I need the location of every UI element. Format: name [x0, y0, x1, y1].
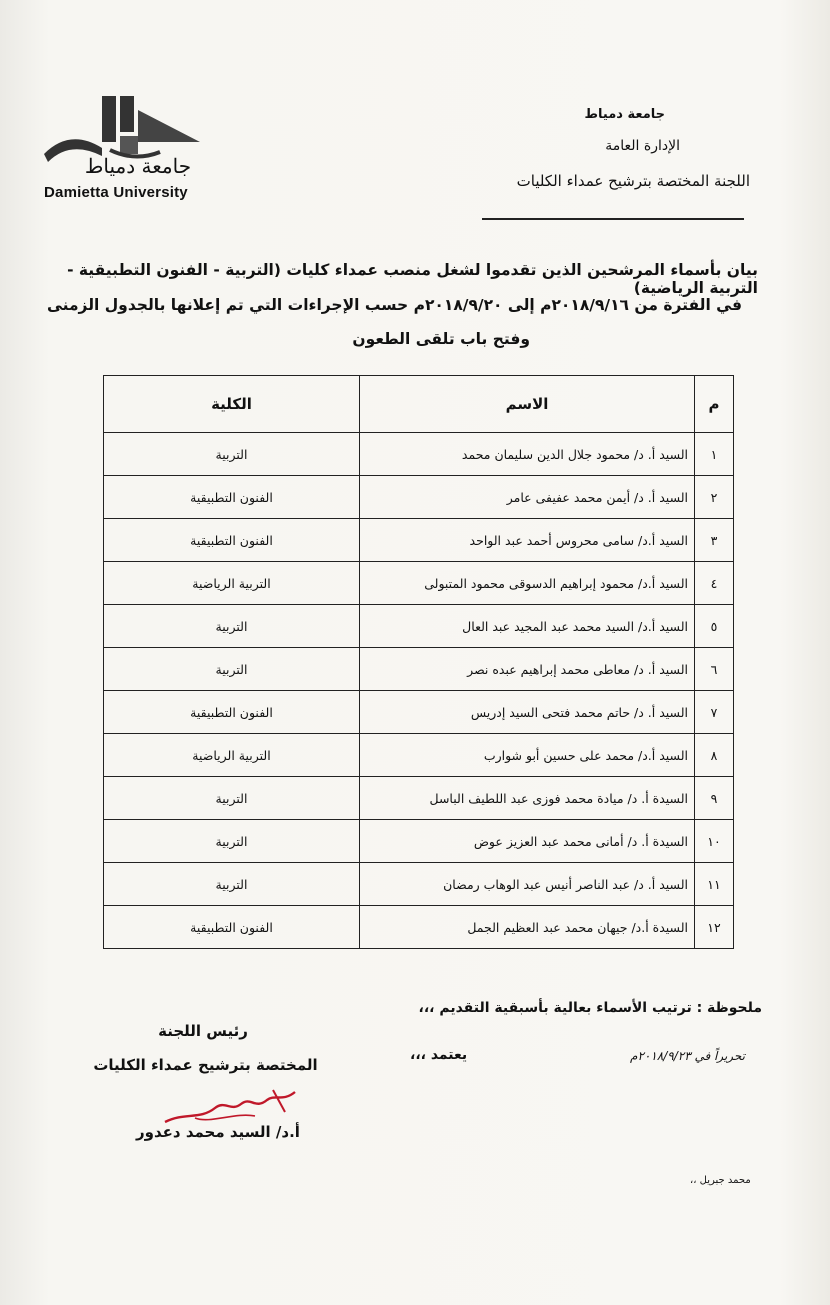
header-name: الاسم	[360, 376, 695, 433]
row-faculty: التربية	[104, 777, 360, 820]
row-faculty: التربية الرياضية	[104, 734, 360, 777]
header-num: م	[695, 376, 734, 433]
header-divider	[482, 218, 744, 220]
table-row	[104, 648, 734, 691]
row-num: ١٢	[695, 906, 734, 949]
chair-committee: المختصة بترشيح عمداء الكليات	[93, 1056, 318, 1074]
row-faculty: الفنون التطبيقية	[104, 691, 360, 734]
table-row	[104, 519, 734, 562]
row-num: ٨	[695, 734, 734, 777]
row-name: السيد أ. د/ معاطى محمد إبراهيم عبده نصر	[360, 648, 695, 691]
row-name: السيد أ. د/ عبد الناصر أنيس عبد الوهاب رمضان	[360, 863, 695, 906]
row-name: السيدة أ.د/ جيهان محمد عبد العظيم الجمل	[360, 906, 695, 949]
row-name: السيدة أ. د/ ميادة محمد فوزى عبد اللطيف الباسل	[360, 777, 695, 820]
approval-text: يعتمد ،،،	[410, 1047, 468, 1063]
chair-title: رئيس اللجنة	[158, 1022, 248, 1040]
typist-name: محمد جبريل ،،	[690, 1175, 751, 1186]
row-faculty: الفنون التطبيقية	[104, 476, 360, 519]
row-num: ٥	[695, 605, 734, 648]
logo-english-text: Damietta University	[44, 184, 188, 201]
row-num: ٤	[695, 562, 734, 605]
table-row	[104, 777, 734, 820]
table-row	[104, 906, 734, 949]
row-faculty: التربية	[104, 605, 360, 648]
row-num: ١	[695, 433, 734, 476]
header-university: جامعة دمياط	[584, 107, 665, 122]
row-faculty: التربية	[104, 433, 360, 476]
header-department: الإدارة العامة	[605, 138, 680, 154]
row-num: ١١	[695, 863, 734, 906]
document-title-line1: بيان بأسماء المرشحين الذين تقدموا لشغل منصب عمداء كليات (التربية - الفنون التطبيقية - التربية الرياضية)	[67, 261, 758, 297]
footer-note: ملحوظة : ترتيب الأسماء بعالية بأسبقية التقديم ،،،	[418, 1000, 762, 1016]
table-row	[104, 476, 734, 519]
row-name: السيد أ.د/ محمود إبراهيم الدسوقى محمود المتبولى	[360, 562, 695, 605]
row-name: السيد أ. د/ حاتم محمد فتحى السيد إدريس	[360, 691, 695, 734]
table-row	[104, 820, 734, 863]
header-committee: اللجنة المختصة بترشيح عمداء الكليات	[516, 172, 750, 190]
row-faculty: التربية	[104, 648, 360, 691]
table-header-row	[104, 376, 734, 433]
row-faculty: الفنون التطبيقية	[104, 906, 360, 949]
document-title-line3: وفتح باب تلقى الطعون	[352, 330, 530, 348]
row-faculty: التربية	[104, 863, 360, 906]
row-name: السيد أ.د/ محمد على حسين أبو شوارب	[360, 734, 695, 777]
row-num: ٧	[695, 691, 734, 734]
candidates-table	[103, 375, 734, 949]
row-num: ٦	[695, 648, 734, 691]
row-faculty: التربية الرياضية	[104, 562, 360, 605]
chair-name: أ.د/ السيد محمد دعدور	[136, 1123, 300, 1141]
table-row	[104, 433, 734, 476]
document-title-line2: في الفترة من ٢٠١٨/٩/١٦م إلى ٢٠١٨/٩/٢٠م حسب الإجراءات التي تم إعلانها بالجدول الزمنى	[46, 296, 742, 314]
date-text: تحريراً في ٢٠١٨/٩/٢٣م	[630, 1049, 746, 1063]
university-logo	[40, 92, 210, 207]
row-name: السيد أ. د/ محمود جلال الدين سليمان محمد	[360, 433, 695, 476]
row-name: السيدة أ. د/ أمانى محمد عبد العزيز عوض	[360, 820, 695, 863]
row-faculty: الفنون التطبيقية	[104, 519, 360, 562]
table-row	[104, 691, 734, 734]
row-name: السيد أ. د/ أيمن محمد عفيفى عامر	[360, 476, 695, 519]
row-num: ٣	[695, 519, 734, 562]
row-faculty: التربية	[104, 820, 360, 863]
row-name: السيد أ.د/ السيد محمد عبد المجيد عبد العال	[360, 605, 695, 648]
row-num: ٩	[695, 777, 734, 820]
table-row	[104, 605, 734, 648]
header-faculty: الكلية	[104, 376, 360, 433]
row-num: ١٠	[695, 820, 734, 863]
row-name: السيد أ.د/ سامى محروس أحمد عبد الواحد	[360, 519, 695, 562]
row-num: ٢	[695, 476, 734, 519]
table-row	[104, 734, 734, 777]
table-row	[104, 562, 734, 605]
table-row	[104, 863, 734, 906]
logo-arabic-text: جامعة دمياط	[84, 154, 192, 178]
